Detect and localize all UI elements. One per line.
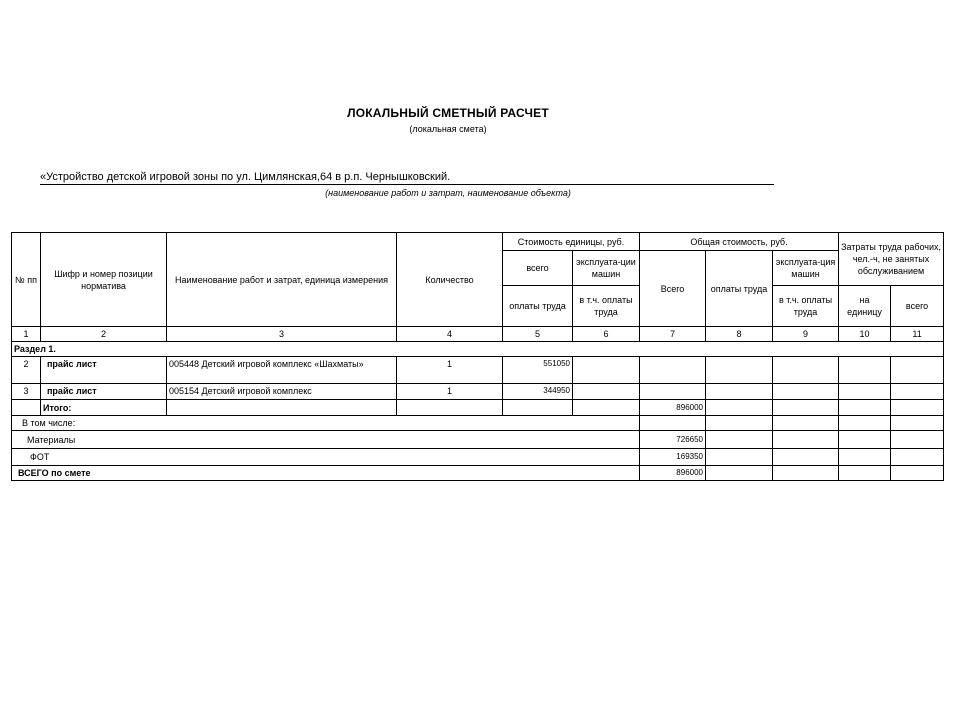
empty-cell (573, 357, 640, 384)
document-subtitle: (локальная смета) (409, 124, 487, 134)
including-label: В том числе: (12, 416, 640, 431)
object-name: «Устройство детской игровой зоны по ул. Цимлянская,64 в р.п. Чернышковский. (40, 171, 774, 185)
empty-cell (706, 466, 773, 481)
column-number: 8 (706, 327, 773, 342)
materials-value: 726650 (640, 431, 706, 449)
empty-cell (397, 400, 503, 416)
empty-cell (773, 431, 839, 449)
column-number: 1 (12, 327, 41, 342)
fot-value: 169350 (640, 449, 706, 466)
grand-total-row (12, 466, 944, 481)
empty-cell (773, 384, 839, 400)
empty-cell (706, 416, 773, 431)
header-total-all: Всего (640, 251, 706, 327)
column-number: 11 (891, 327, 944, 342)
materials-label: Материалы (12, 431, 640, 449)
empty-cell (839, 384, 891, 400)
grand-total-label: ВСЕГО по смете (12, 466, 640, 481)
empty-cell (839, 466, 891, 481)
row-code: прайс лист (41, 384, 167, 400)
header-total-machines: эксплуата-ция машин (773, 251, 839, 286)
empty-cell (839, 357, 891, 384)
empty-cell (640, 416, 706, 431)
empty-cell (706, 400, 773, 416)
empty-cell (640, 384, 706, 400)
empty-cell (706, 384, 773, 400)
empty-cell (891, 384, 944, 400)
header-unit-machines: эксплуата-ции машин (573, 251, 640, 286)
header-num: № пп (12, 233, 41, 327)
itogo-row (12, 400, 944, 416)
empty-cell (706, 431, 773, 449)
row-qty: 1 (397, 384, 503, 400)
section-label: Раздел 1. (12, 342, 944, 357)
header-labor-per-unit: на единицу (839, 286, 891, 327)
section-row (12, 342, 944, 357)
empty-cell (891, 431, 944, 449)
itogo-label: Итого: (41, 400, 167, 416)
column-number: 3 (167, 327, 397, 342)
empty-cell (573, 400, 640, 416)
empty-cell (773, 449, 839, 466)
empty-cell (773, 416, 839, 431)
column-number: 10 (839, 327, 891, 342)
empty-cell (839, 416, 891, 431)
itogo-value: 896000 (640, 400, 706, 416)
estimate-table (11, 232, 944, 481)
empty-cell (706, 449, 773, 466)
empty-cell (891, 466, 944, 481)
empty-cell (167, 400, 397, 416)
materials-row (12, 431, 944, 449)
grand-total-value: 896000 (640, 466, 706, 481)
document-title: ЛОКАЛЬНЫЙ СМЕТНЫЙ РАСЧЕТ (347, 106, 549, 120)
column-number: 5 (503, 327, 573, 342)
header-row-1 (12, 233, 944, 251)
header-total-labor-pay: оплаты труда (706, 251, 773, 327)
empty-cell (773, 466, 839, 481)
empty-cell (891, 449, 944, 466)
column-number: 6 (573, 327, 640, 342)
row-num: 3 (12, 384, 41, 400)
fot-row (12, 449, 944, 466)
header-labor-all: всего (891, 286, 944, 327)
object-caption: (наименование работ и затрат, наименование объекта) (325, 188, 571, 198)
empty-cell (773, 357, 839, 384)
header-name: Наименование работ и затрат, единица измерения (167, 233, 397, 327)
header-code: Шифр и номер позиции норматива (41, 233, 167, 327)
row-name: 005154 Детский игровой комплекс (167, 384, 397, 400)
empty-cell (891, 357, 944, 384)
header-qty: Количество (397, 233, 503, 327)
header-unit-all: всего (503, 251, 573, 286)
column-number: 2 (41, 327, 167, 342)
fot-label: ФОТ (12, 449, 640, 466)
empty-cell (503, 400, 573, 416)
header-total-incl-pay: в т.ч. оплаты труда (773, 286, 839, 327)
row-unit-all: 551050 (503, 357, 573, 384)
row-code: прайс лист (41, 357, 167, 384)
empty-cell (12, 400, 41, 416)
header-unit-incl-pay: в т.ч. оплаты труда (573, 286, 640, 327)
empty-cell (706, 357, 773, 384)
row-qty: 1 (397, 357, 503, 384)
row-name: 005448 Детский игровой комплекс «Шахматы» (167, 357, 397, 384)
header-total-cost: Общая стоимость, руб. (640, 233, 839, 251)
table-row (12, 384, 944, 400)
empty-cell (839, 449, 891, 466)
empty-cell (640, 357, 706, 384)
column-number: 4 (397, 327, 503, 342)
empty-cell (891, 416, 944, 431)
header-unit-labor-pay: оплаты труда (503, 286, 573, 327)
column-number: 9 (773, 327, 839, 342)
empty-cell (573, 384, 640, 400)
column-numbers-row (12, 327, 944, 342)
empty-cell (839, 431, 891, 449)
empty-cell (891, 400, 944, 416)
column-number: 7 (640, 327, 706, 342)
row-unit-all: 344950 (503, 384, 573, 400)
empty-cell (773, 400, 839, 416)
header-unit-cost: Стоимость единицы, руб. (503, 233, 640, 251)
table-row (12, 357, 944, 384)
row-num: 2 (12, 357, 41, 384)
including-row (12, 416, 944, 431)
header-labor: Затраты труда рабочих, чел.-ч, не занятых обслуживанием (839, 233, 944, 286)
empty-cell (839, 400, 891, 416)
